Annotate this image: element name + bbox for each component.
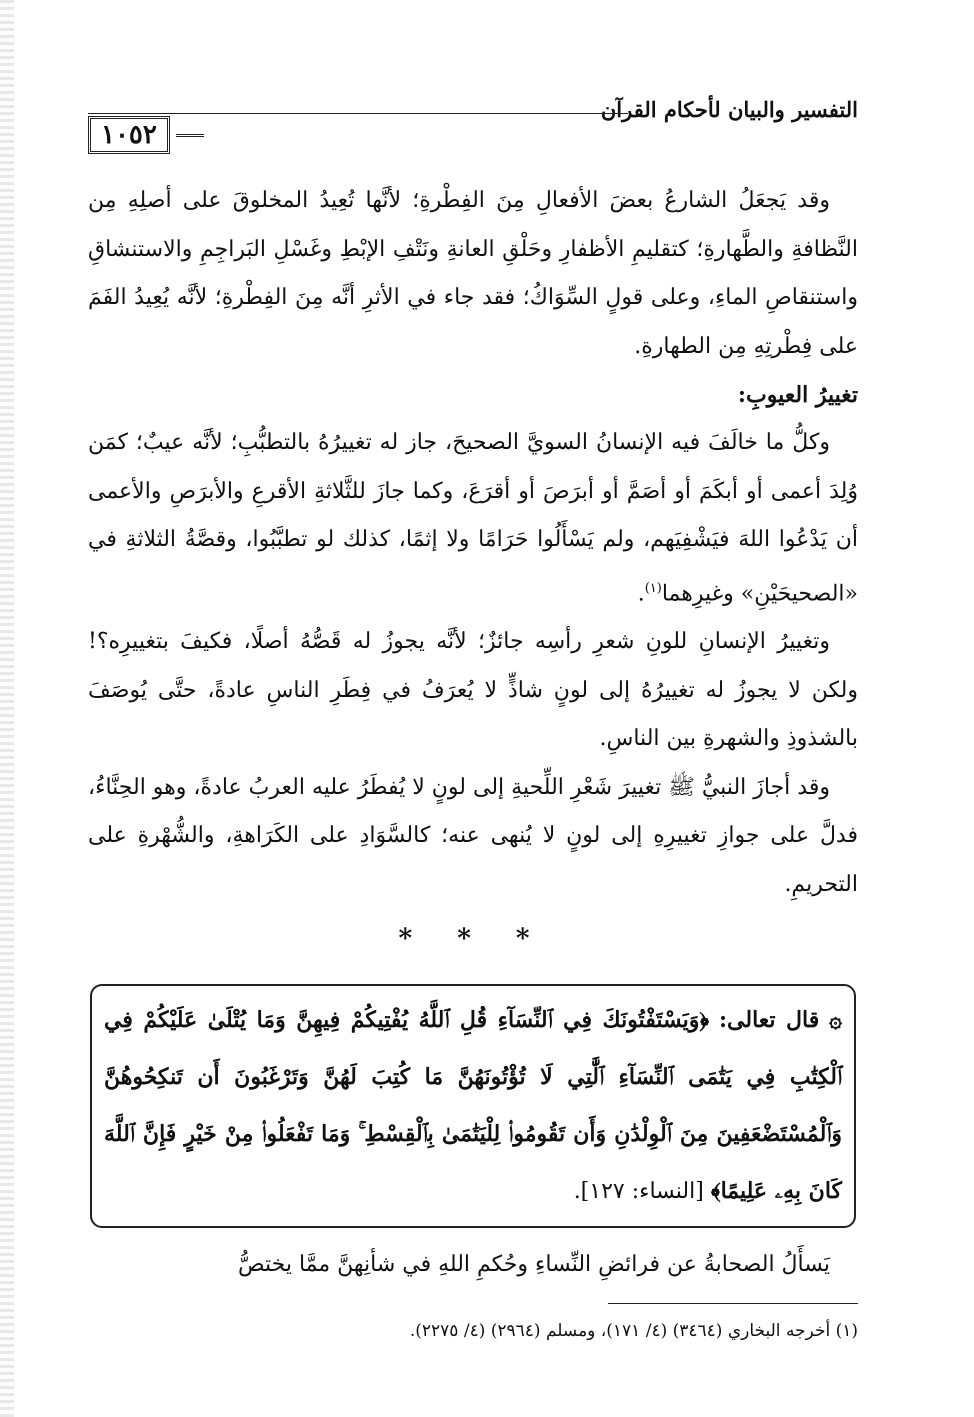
section-heading: تغييرُ العيوبِ: xyxy=(737,382,858,408)
verse-text: ﴿وَيَسْتَفْتُونَكَ فِي ٱلنِّسَآءِ قُلِ ٱللَّهُ يُفْتِيكُمْ فِيهِنَّ وَمَا يُتْلَىٰ عَلَيْكُمْ فِي ٱلْكِتَٰبِ فِي يَتَٰمَى ٱلنِّسَآءِ ٱلَّٰتِي لَا تُؤْتُونَهُنَّ مَا كُتِبَ لَهُنَّ وَتَرْغَبُونَ أَن تَنكِحُوهُنَّ وَٱلْمُسْتَضْعَفِينَ مِنَ ٱلْوِلْدَٰنِ وَأَن تَقُومُوا۟ لِلْيَتَٰمَىٰ بِٱلْقِسْطِ ۚ وَمَا تَفْعَلُوا۟ مِنْ خَيْرٍ فَإِنَّ ٱللَّهَ كَانَ بِهِۦ عَلِيمًا﴾ xyxy=(104,1006,842,1204)
paragraph-defects-text: وكلُّ ما خالَفَ فيه الإنسانُ السويَّ الصحيحَ، جاز له تغييرُهُ بالتطبُّبِ؛ لأنَّه عيبٌ؛ كمَن وُلِدَ أعمى أو أبكَمَ أو أصَمَّ أو أبرَصَ أو أقرَعَ، وكما جازَ للثَّلاثةِ الأقرعِ والأبرَصِ والأعمى أن يَدْعُوا اللهَ فيَشْفِيَهم، ولم يَسْأَلُوا حَرَامًا ولا إثمًا، كذلك لو تطبَّبُوا، وقصَّةُ الثلاثةِ في «الصحيحَيْنِ» وغيرِهما xyxy=(88,430,858,606)
paragraph-hair-color: وتغييرُ الإنسانِ للونِ شعرِ رأسِه جائزٌ؛ لأنَّه يجوزُ له قَصُّهُ أصلًا، فكيفَ بتغييرِه؟! ولكن لا يجوزُ له تغييرُهُ إلى لونٍ شاذٍّ لا يُعرَفُ في فِطَرِ الناسِ عادةً، حتَّى يُوصَفَ بالشذوذِ والشهرةِ بين الناسِ. xyxy=(88,629,858,752)
footnote-rule xyxy=(608,1303,858,1304)
footnotes xyxy=(88,1318,858,1344)
paragraph-defects xyxy=(88,419,858,618)
paragraph-fitra: وقد يَجعَلُ الشارعُ بعضَ الأفعالِ مِنَ الفِطْرةِ؛ لأنَّها تُعِيدُ المخلوقَ على أصلِهِ مِن النَّظافةِ والطَّهارةِ؛ كتقليمِ الأظفارِ وحَلْقِ العانةِ ونَتْفِ الإبْطِ وغَسْلِ البَراجِمِ والاستنشاقِ واستنقاصِ الماءِ، وعلى قولٍ السِّوَاكُ؛ فقد جاء في الأثرِ أنَّه مِنَ الفِطْرةِ؛ لأنَّه يُعِيدُ الفَمَ على فِطْرتِهِ مِن الطهارةِ. xyxy=(88,188,858,359)
header-rule xyxy=(88,113,628,114)
footnote-1: (١) أخرجه البخاري (٣٤٦٤) (٤/ ١٧١)، ومسلم (٢٩٦٤) (٤/ ٢٢٧٥). xyxy=(409,1321,858,1341)
paragraph-after-verse: يَسأَلُ الصحابةُ عن فرائضِ النِّساءِ وحُكمِ اللهِ في شأنِهنَّ ممَّا يختصُّ xyxy=(238,1251,830,1277)
book-title: التفسير والبيان لأحكام القرآن xyxy=(600,97,858,122)
page-number: ١٠٥٢ xyxy=(88,116,170,154)
book-page xyxy=(88,95,858,1310)
verse-reference: [النساء: ١٢٧]. xyxy=(573,1178,704,1204)
footnote-marker: (١) xyxy=(644,580,662,596)
page-number-box xyxy=(88,116,204,154)
verse-box xyxy=(90,984,856,1228)
scan-edge xyxy=(0,0,14,1417)
body-text xyxy=(88,177,858,964)
paragraph-defects-end: . xyxy=(637,580,645,606)
section-separator: * * * xyxy=(398,924,548,955)
page-number-rule xyxy=(176,134,204,137)
page-header xyxy=(88,95,858,157)
verse-lead: قال تعالى: xyxy=(718,1006,820,1033)
verse-ornament-icon: ۞ xyxy=(829,1006,842,1033)
paragraph-beard: وقد أجازَ النبيُّ ﷺ تغييرَ شَعْرِ اللِّحيةِ إلى لونٍ لا يُفطَرُ عليه العربُ عادةً، وهو الحِنَّاءُ، فدلَّ على جوازِ تغييرِهِ إلى لونٍ لا يُنهى عنه؛ كالسَّوَادِ على الكَرَاهةِ، والشُّهْرةِ على التحريمِ. xyxy=(88,774,858,897)
